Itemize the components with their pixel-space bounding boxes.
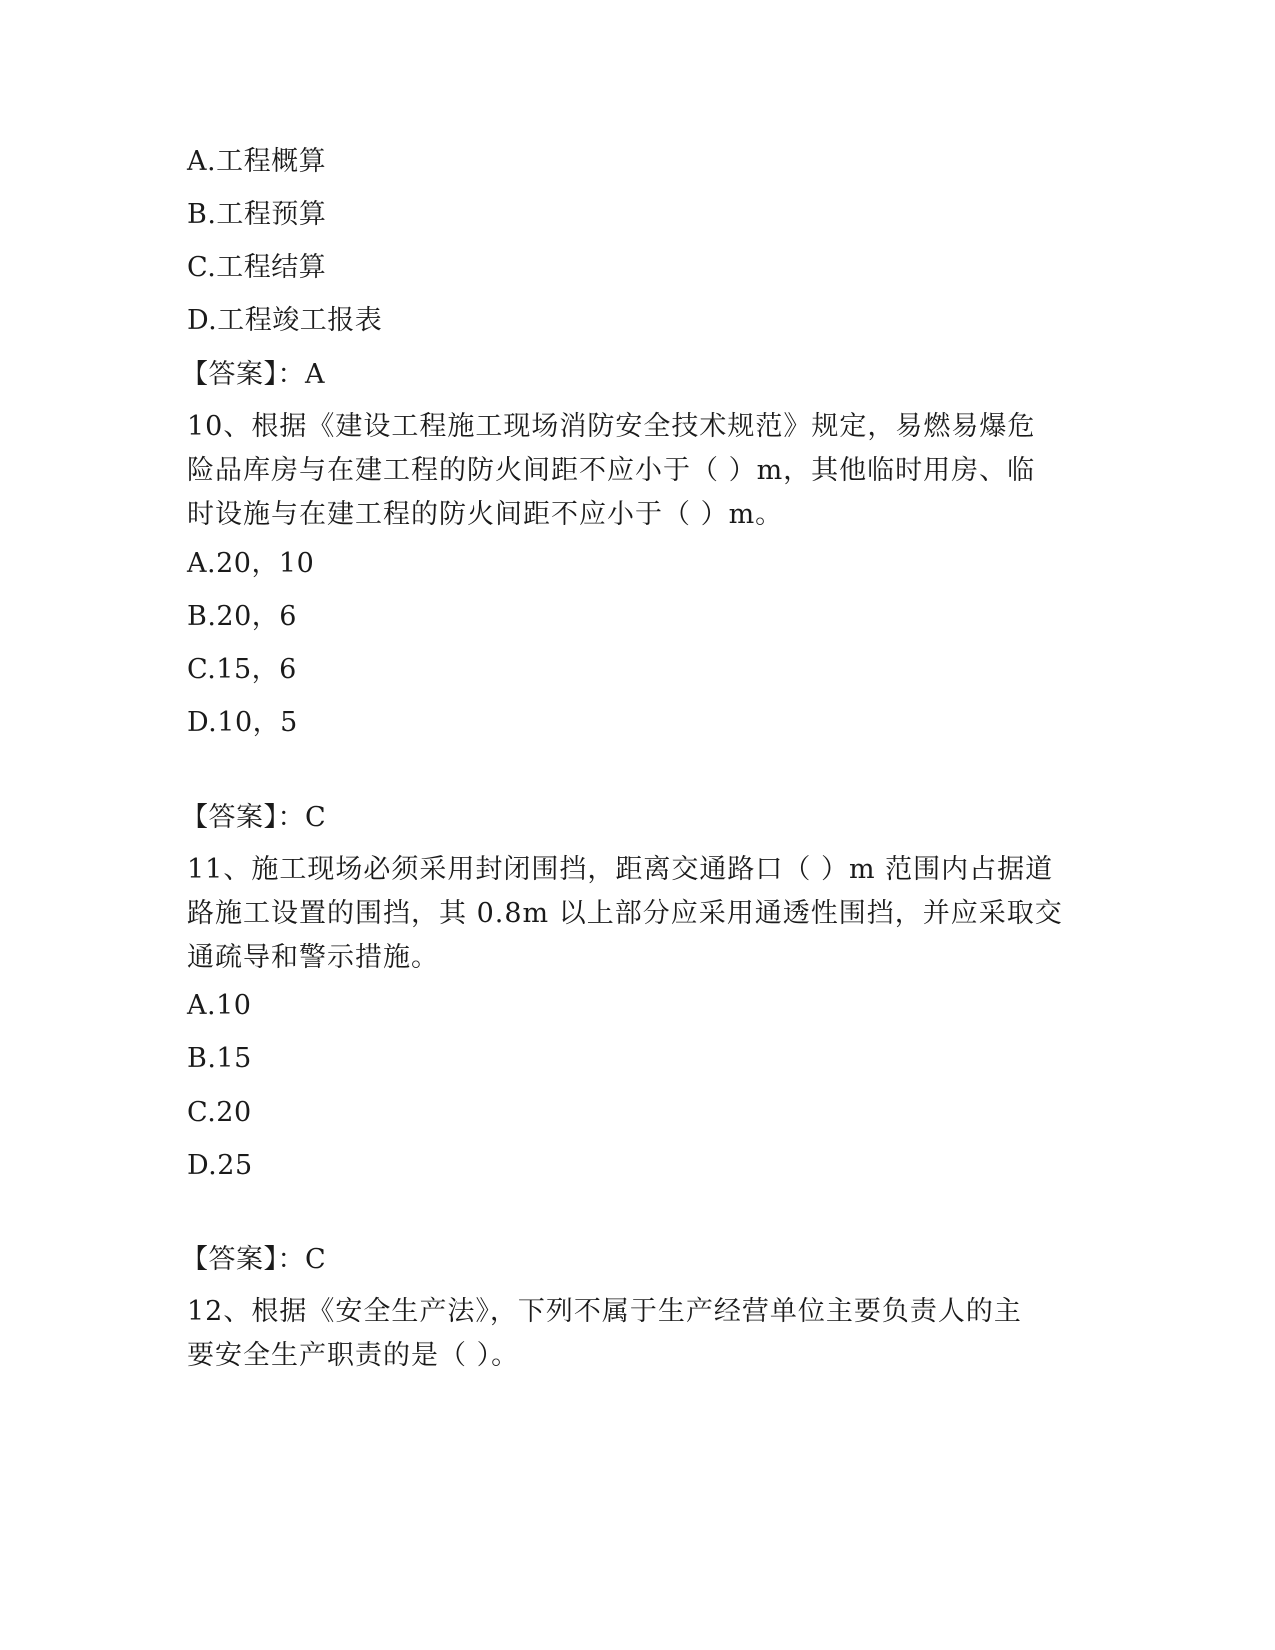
q11-option-d: D.25 xyxy=(187,1150,253,1181)
q10-option-a: A.20，10 xyxy=(187,548,315,579)
q10-stem-line: 10、根据《建设工程施工现场消防安全技术规范》规定，易燃易爆危 xyxy=(187,411,1036,442)
q9-option-d: D.工程竣工报表 xyxy=(187,305,383,336)
q11-stem-line: 通疏导和警示措施。 xyxy=(187,942,439,973)
q9-option-c: C.工程结算 xyxy=(187,252,327,283)
q12-stem-line: 12、根据《安全生产法》，下列不属于生产经营单位主要负责人的主 xyxy=(187,1296,1022,1327)
q10-stem-line: 时设施与在建工程的防火间距不应小于（ ）m。 xyxy=(187,499,784,530)
q11-stem-line: 11、施工现场必须采用封闭围挡，距离交通路口（ ）m 范围内占据道 xyxy=(187,854,1054,885)
q12-stem-line: 要安全生产职责的是（ ）。 xyxy=(187,1340,520,1371)
q10-stem xyxy=(187,405,1077,537)
q12-stem xyxy=(187,1290,1077,1378)
q11-stem xyxy=(187,848,1077,980)
q11-option-b: B.15 xyxy=(187,1043,252,1074)
q10-option-c: C.15，6 xyxy=(187,654,297,685)
q11-answer: 【答案】：C xyxy=(181,1244,327,1275)
q11-stem-line: 路施工设置的围挡，其 0.8m 以上部分应采用通透性围挡，并应采取交 xyxy=(187,898,1063,929)
q10-option-b: B.20，6 xyxy=(187,601,297,632)
q9-answer: 【答案】：A xyxy=(181,359,325,390)
q9-option-a: A.工程概算 xyxy=(187,146,327,177)
q9-option-b: B.工程预算 xyxy=(187,199,327,230)
q10-answer: 【答案】：C xyxy=(181,802,327,833)
q10-stem-line: 险品库房与在建工程的防火间距不应小于（ ）m，其他临时用房、临 xyxy=(187,455,1036,486)
q11-option-a: A.10 xyxy=(187,990,252,1021)
q10-option-d: D.10，5 xyxy=(187,707,298,738)
q11-option-c: C.20 xyxy=(187,1097,252,1128)
